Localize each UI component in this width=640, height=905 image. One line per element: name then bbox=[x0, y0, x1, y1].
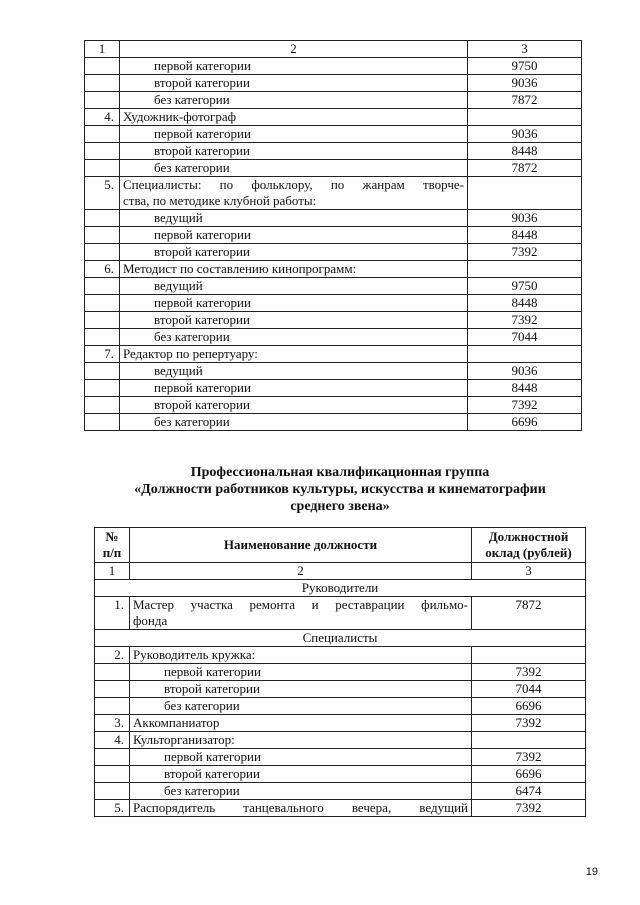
category-row bbox=[85, 397, 582, 414]
position-label: Культорганизатор: bbox=[130, 732, 472, 749]
row-number bbox=[85, 75, 120, 92]
category-row bbox=[95, 698, 586, 715]
salary-value: 9036 bbox=[468, 363, 582, 380]
row-number bbox=[85, 143, 120, 160]
salary-value: 6696 bbox=[472, 766, 586, 783]
index-col-1: 1 bbox=[95, 563, 130, 580]
table2-index-row bbox=[95, 563, 586, 580]
salary-value: 6474 bbox=[472, 783, 586, 800]
position-label-line-2: ства, по методике клубной работы: bbox=[123, 193, 317, 208]
category-row bbox=[95, 681, 586, 698]
salary-value: 9750 bbox=[468, 58, 582, 75]
row-number: 3. bbox=[95, 715, 130, 732]
position-label: Аккомпаниатор bbox=[130, 715, 472, 732]
category-label: без категории bbox=[130, 698, 472, 715]
position-row bbox=[85, 261, 582, 278]
position-row bbox=[95, 800, 586, 817]
position-label-line-2: фонда bbox=[133, 613, 168, 628]
index-col-1: 1 bbox=[85, 41, 120, 58]
row-number bbox=[85, 244, 120, 261]
category-row bbox=[85, 312, 582, 329]
category-row bbox=[85, 295, 582, 312]
category-label: без категории bbox=[120, 92, 468, 109]
page-number: 19 bbox=[585, 866, 598, 878]
salary-value: 8448 bbox=[468, 295, 582, 312]
salary-value bbox=[468, 261, 582, 278]
category-row bbox=[85, 210, 582, 227]
row-number bbox=[85, 312, 120, 329]
position-row bbox=[85, 346, 582, 363]
category-label: первой категории bbox=[120, 380, 468, 397]
category-label: первой категории bbox=[130, 749, 472, 766]
section-label: Специалисты bbox=[95, 630, 586, 647]
category-row bbox=[85, 92, 582, 109]
row-number: 7. bbox=[85, 346, 120, 363]
category-label: второй категории bbox=[120, 244, 468, 261]
category-label: второй категории bbox=[120, 397, 468, 414]
section-label: Руководители bbox=[95, 580, 586, 597]
category-row bbox=[95, 783, 586, 800]
position-label-line-1: Специалисты: по фольклору, по жанрам творче- bbox=[123, 177, 464, 192]
number-header-line-1: № bbox=[105, 529, 119, 544]
category-label: первой категории bbox=[130, 664, 472, 681]
row-number bbox=[85, 363, 120, 380]
row-number: 5. bbox=[95, 800, 130, 817]
category-label: второй категории bbox=[130, 681, 472, 698]
category-label: первой категории bbox=[120, 227, 468, 244]
index-col-2: 2 bbox=[120, 41, 468, 58]
salary-value: 7872 bbox=[468, 160, 582, 177]
position-label bbox=[120, 177, 468, 210]
position-label bbox=[130, 597, 472, 630]
index-col-3: 3 bbox=[468, 41, 582, 58]
row-number bbox=[85, 397, 120, 414]
section-title bbox=[94, 464, 586, 515]
position-row bbox=[95, 647, 586, 664]
section-row bbox=[95, 580, 586, 597]
position-row bbox=[95, 597, 586, 630]
position-label: Редактор по репертуару: bbox=[120, 346, 468, 363]
category-row bbox=[85, 160, 582, 177]
salary-value: 7872 bbox=[472, 597, 586, 630]
row-number: 2. bbox=[95, 647, 130, 664]
salary-value: 7392 bbox=[472, 749, 586, 766]
position-label: Руководитель кружка: bbox=[130, 647, 472, 664]
title-line-2: «Должности работников культуры, искусства и кинематографии bbox=[134, 482, 546, 497]
category-row bbox=[85, 244, 582, 261]
title-line-1: Профессиональная квалификационная группа bbox=[190, 465, 490, 480]
position-label: Распорядитель танцевального вечера, ведущий bbox=[130, 800, 472, 817]
category-label: второй категории bbox=[120, 312, 468, 329]
position-row bbox=[95, 732, 586, 749]
salary-column-header bbox=[472, 528, 586, 563]
position-row bbox=[95, 715, 586, 732]
index-col-3: 3 bbox=[472, 563, 586, 580]
category-row bbox=[85, 278, 582, 295]
salary-value bbox=[468, 346, 582, 363]
position-row bbox=[85, 109, 582, 126]
row-number: 4. bbox=[95, 732, 130, 749]
row-number bbox=[85, 278, 120, 295]
row-number: 5. bbox=[85, 177, 120, 210]
row-number bbox=[85, 414, 120, 431]
salary-value: 9036 bbox=[468, 75, 582, 92]
row-number bbox=[85, 126, 120, 143]
salary-value: 7872 bbox=[468, 92, 582, 109]
category-label: первой категории bbox=[120, 295, 468, 312]
row-number bbox=[95, 749, 130, 766]
row-number bbox=[85, 227, 120, 244]
index-col-2: 2 bbox=[130, 563, 472, 580]
salary-value bbox=[472, 647, 586, 664]
table1-body bbox=[85, 41, 582, 431]
title-line-3: среднего звена» bbox=[290, 499, 390, 514]
salary-header-line-2: оклад (рублей) bbox=[485, 545, 572, 560]
row-number: 6. bbox=[85, 261, 120, 278]
row-number bbox=[85, 329, 120, 346]
row-number bbox=[85, 58, 120, 75]
category-label: второй категории bbox=[120, 75, 468, 92]
salary-table-mid-level bbox=[94, 527, 586, 817]
category-row bbox=[85, 126, 582, 143]
table2-header-row bbox=[95, 528, 586, 563]
salary-value: 7392 bbox=[468, 312, 582, 329]
row-number bbox=[95, 681, 130, 698]
salary-value: 7392 bbox=[472, 715, 586, 732]
category-row bbox=[85, 75, 582, 92]
position-label-line-1: Мастер участка ремонта и реставрации фильмо- bbox=[133, 597, 468, 612]
row-number bbox=[95, 783, 130, 800]
category-label: ведущий bbox=[120, 278, 468, 295]
salary-value: 8448 bbox=[468, 227, 582, 244]
category-label: первой категории bbox=[120, 58, 468, 75]
salary-value: 9036 bbox=[468, 126, 582, 143]
position-label: Методист по составлению кинопрограмм: bbox=[120, 261, 468, 278]
salary-value bbox=[468, 177, 582, 210]
table1-index-row bbox=[85, 41, 582, 58]
category-row bbox=[85, 380, 582, 397]
row-number bbox=[85, 210, 120, 227]
salary-value: 9036 bbox=[468, 210, 582, 227]
category-label: ведущий bbox=[120, 363, 468, 380]
salary-value: 7392 bbox=[472, 800, 586, 817]
category-label: без категории bbox=[130, 783, 472, 800]
category-row bbox=[85, 414, 582, 431]
category-row bbox=[85, 143, 582, 160]
salary-value bbox=[472, 732, 586, 749]
row-number bbox=[85, 92, 120, 109]
category-label: без категории bbox=[120, 160, 468, 177]
name-column-header: Наименование должности bbox=[130, 528, 472, 563]
salary-value: 8448 bbox=[468, 143, 582, 160]
row-number: 1. bbox=[95, 597, 130, 630]
row-number bbox=[85, 295, 120, 312]
category-row bbox=[85, 363, 582, 380]
category-row bbox=[95, 749, 586, 766]
salary-value: 6696 bbox=[468, 414, 582, 431]
salary-value: 7392 bbox=[468, 397, 582, 414]
category-label: ведущий bbox=[120, 210, 468, 227]
category-label: второй категории bbox=[130, 766, 472, 783]
salary-value: 6696 bbox=[472, 698, 586, 715]
row-number bbox=[95, 766, 130, 783]
category-row bbox=[95, 664, 586, 681]
salary-table-continued bbox=[84, 40, 582, 431]
row-number bbox=[95, 698, 130, 715]
salary-value: 8448 bbox=[468, 380, 582, 397]
row-number bbox=[85, 160, 120, 177]
salary-value: 7044 bbox=[472, 681, 586, 698]
category-label: первой категории bbox=[120, 126, 468, 143]
row-number bbox=[85, 380, 120, 397]
salary-header-line-1: Должностной bbox=[488, 529, 569, 544]
number-column-header bbox=[95, 528, 130, 563]
row-number: 4. bbox=[85, 109, 120, 126]
category-row bbox=[85, 329, 582, 346]
position-label: Художник-фотограф bbox=[120, 109, 468, 126]
position-row bbox=[85, 177, 582, 210]
category-row bbox=[95, 766, 586, 783]
salary-value: 7392 bbox=[472, 664, 586, 681]
salary-value: 7044 bbox=[468, 329, 582, 346]
table2-body bbox=[95, 528, 586, 817]
salary-value: 7392 bbox=[468, 244, 582, 261]
section-row bbox=[95, 630, 586, 647]
category-row bbox=[85, 58, 582, 75]
number-header-line-2: п/п bbox=[102, 545, 122, 560]
salary-value bbox=[468, 109, 582, 126]
category-label: второй категории bbox=[120, 143, 468, 160]
row-number bbox=[95, 664, 130, 681]
salary-value: 9750 bbox=[468, 278, 582, 295]
category-label: без категории bbox=[120, 414, 468, 431]
category-row bbox=[85, 227, 582, 244]
category-label: без категории bbox=[120, 329, 468, 346]
